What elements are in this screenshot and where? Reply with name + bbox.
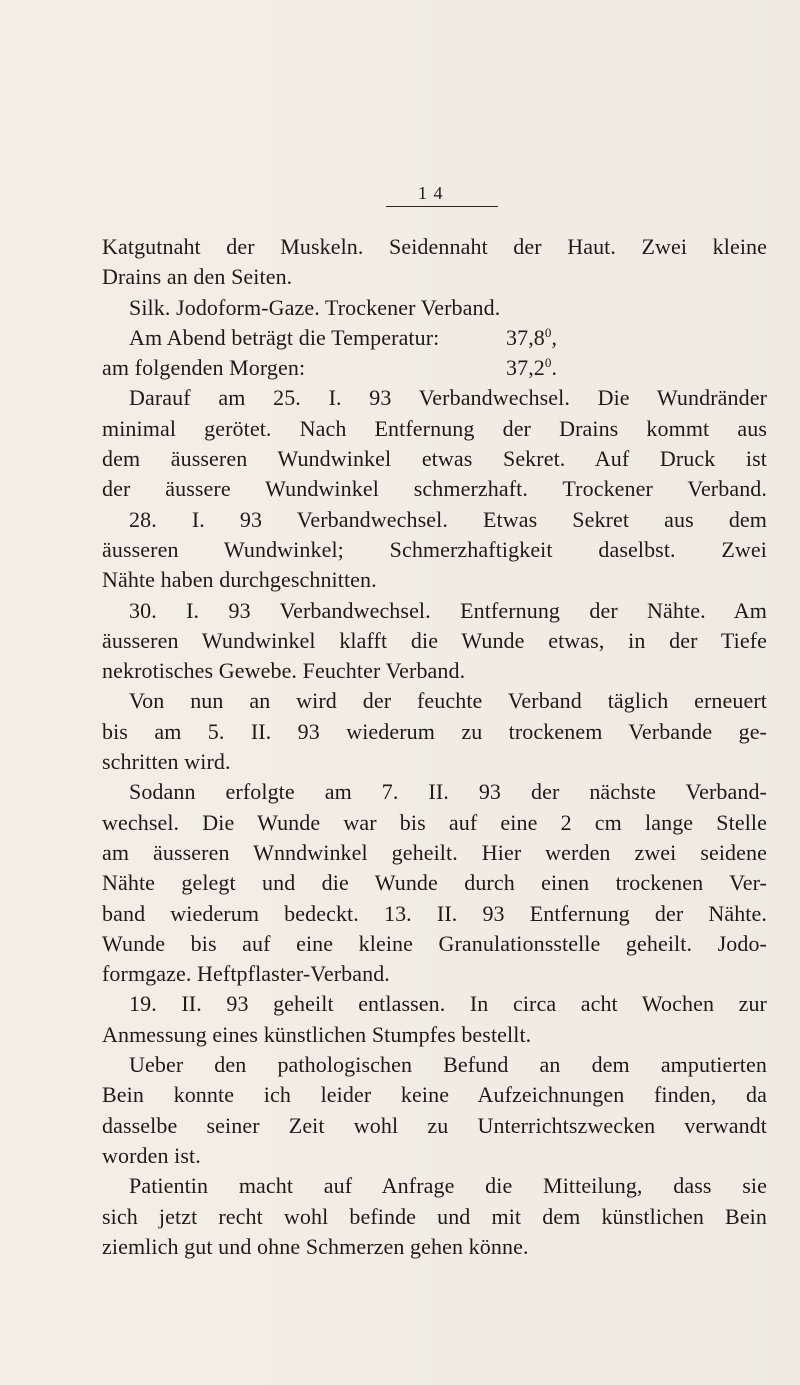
text-line: band wiederum bedeckt. 13. II. 93 Entfernung der Nähte.: [102, 900, 767, 926]
text-line: sich jetzt recht wohl befinde und mit dem künstlichen Bein: [102, 1203, 767, 1229]
text-line: Drains an den Seiten.: [102, 264, 293, 290]
temperature-evening-label: Am Abend beträgt die Temperatur:: [129, 324, 440, 350]
temperature-morning-value: 37,2$^0$.: [506, 355, 558, 381]
text-line: wechsel. Die Wunde war bis auf eine 2 cm lange Stelle: [102, 809, 767, 835]
text-line: dasselbe seiner Zeit wohl zu Unterrichtszwecken verwandt: [102, 1112, 767, 1138]
header-rule: [386, 206, 498, 207]
text-line: am äusseren Wnndwinkel geheilt. Hier werden zwei seidene: [102, 839, 767, 865]
text-line: äusseren Wundwinkel; Schmerzhaftigkeit daselbst. Zwei: [102, 536, 767, 562]
text-line: Katgutnaht der Muskeln. Seidennaht der Haut. Zwei kleine: [102, 234, 767, 259]
text-line: minimal gerötet. Nach Entfernung der Drains kommt aus: [102, 415, 767, 441]
temperature-morning-label: am folgenden Morgen:: [102, 355, 306, 381]
text-line: 19. II. 93 geheilt entlassen. In circa acht Wochen zur: [129, 991, 767, 1017]
body-text: [102, 232, 767, 1262]
text-line: Nähte haben durchgeschnitten.: [102, 567, 377, 593]
text-line: bis am 5. II. 93 wiederum zu trockenem Verbande ge-: [102, 718, 767, 744]
text-line: Darauf am 25. I. 93 Verbandwechsel. Die Wundränder: [129, 385, 767, 411]
text-line: Anmessung eines künstlichen Stumpfes bestellt.: [102, 1021, 532, 1047]
text-line: Ueber den pathologischen Befund an dem amputierten: [129, 1052, 767, 1078]
text-line: Nähte gelegt und die Wunde durch einen trockenen Ver-: [102, 870, 767, 896]
temperature-evening-value: 37,8$^0$,: [506, 324, 558, 350]
text-line: der äussere Wundwinkel schmerzhaft. Trockener Verband.: [102, 476, 767, 502]
text-line: nekrotisches Gewebe. Feuchter Verband.: [102, 658, 466, 684]
text-line: Von nun an wird der feuchte Verband täglich erneuert: [129, 688, 767, 714]
text-line: ziemlich gut und ohne Schmerzen gehen könne.: [102, 1233, 529, 1259]
text-line: worden ist.: [102, 1142, 201, 1168]
text-line: äusseren Wundwinkel klafft die Wunde etwas, in der Tiefe: [102, 627, 767, 653]
page-number: 1 4: [418, 183, 444, 203]
text-line: dem äusseren Wundwinkel etwas Sekret. Auf Druck ist: [102, 446, 767, 472]
temperature-morning-line: [102, 353, 767, 383]
temperature-evening-line: [102, 323, 767, 353]
text-line: formgaze. Heftpflaster-Verband.: [102, 961, 390, 987]
text-line: Patientin macht auf Anfrage die Mitteilung, dass sie: [129, 1173, 767, 1199]
text-line: Silk. Jodoform-Gaze. Trockener Verband.: [129, 294, 501, 320]
text-line: 30. I. 93 Verbandwechsel. Entfernung der Nähte. Am: [129, 597, 767, 623]
text-line: 28. I. 93 Verbandwechsel. Etwas Sekret aus dem: [129, 506, 767, 532]
text-line: schritten wird.: [102, 749, 231, 775]
text-line: Wunde bis auf eine kleine Granulationsstelle geheilt. Jodo-: [102, 930, 767, 956]
text-line: Bein konnte ich leider keine Aufzeichnungen finden, da: [102, 1082, 767, 1108]
text-line: Sodann erfolgte am 7. II. 93 der nächste Verband-: [129, 779, 767, 805]
